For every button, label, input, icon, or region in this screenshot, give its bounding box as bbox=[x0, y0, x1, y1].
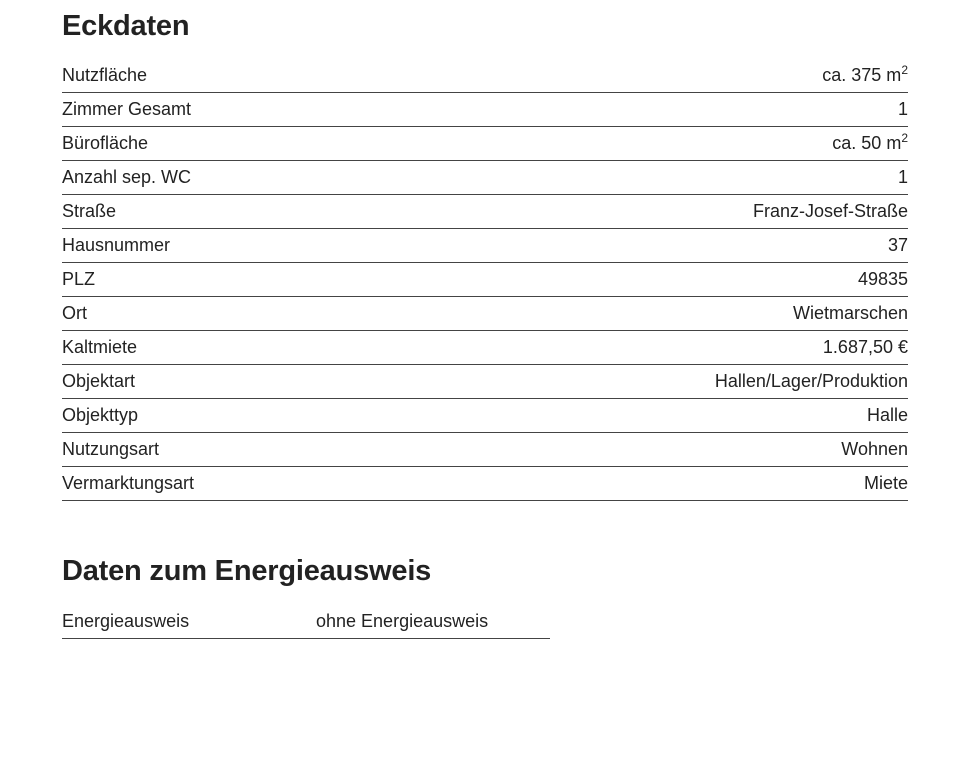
table-row-ort bbox=[62, 297, 908, 331]
eckdaten-table bbox=[62, 59, 908, 501]
row-value: Miete bbox=[863, 473, 908, 493]
row-value: Franz-Josef-Straße bbox=[752, 201, 908, 221]
table-row-objekttyp bbox=[62, 399, 908, 433]
energie-table bbox=[62, 604, 550, 639]
row-label: Zimmer Gesamt bbox=[62, 99, 192, 119]
row-label: Anzahl sep. WC bbox=[62, 167, 192, 187]
section-title-eckdaten: Eckdaten bbox=[62, 10, 190, 42]
row-label: Kaltmiete bbox=[62, 337, 138, 357]
row-label: Nutzfläche bbox=[62, 65, 148, 85]
table-row-vermarktungsart bbox=[62, 467, 908, 501]
row-value: Halle bbox=[866, 405, 908, 425]
row-value: ohne Energieausweis bbox=[316, 611, 489, 631]
row-label: Ort bbox=[62, 303, 87, 323]
row-label: Objekttyp bbox=[62, 405, 139, 425]
row-label: Nutzungsart bbox=[62, 439, 160, 459]
unit-superscript: 2 bbox=[901, 131, 908, 145]
row-value: Wietmarschen bbox=[792, 303, 908, 323]
row-value: 1.687,50 € bbox=[822, 337, 908, 357]
table-row-strasse bbox=[62, 195, 908, 229]
value-text: ca. 375 m bbox=[822, 65, 902, 85]
row-value: Wohnen bbox=[841, 439, 908, 459]
row-label: Vermarktungsart bbox=[62, 473, 195, 493]
row-label: PLZ bbox=[62, 269, 96, 289]
row-value: 1 bbox=[897, 167, 908, 187]
row-label: Hausnummer bbox=[62, 235, 171, 255]
row-value: 37 bbox=[887, 235, 908, 255]
table-row-buerofläche bbox=[62, 127, 908, 161]
row-value: 1 bbox=[897, 99, 908, 119]
section-title-energieausweis: Daten zum Energieausweis bbox=[62, 555, 432, 587]
row-value: Hallen/Lager/Produktion bbox=[714, 371, 908, 391]
row-label: Objektart bbox=[62, 371, 136, 391]
table-row-wc bbox=[62, 161, 908, 195]
table-row-energieausweis bbox=[62, 604, 550, 639]
table-row-hausnummer bbox=[62, 229, 908, 263]
table-row-nutzflaeche bbox=[62, 59, 908, 93]
table-row-objektart bbox=[62, 365, 908, 399]
row-value: 49835 bbox=[857, 269, 908, 289]
row-label: Energieausweis bbox=[62, 611, 190, 631]
row-value bbox=[832, 127, 908, 160]
unit-superscript: 2 bbox=[901, 63, 908, 77]
table-row-kaltmiete bbox=[62, 331, 908, 365]
table-row-zimmer bbox=[62, 93, 908, 127]
row-label: Bürofläche bbox=[62, 133, 149, 153]
table-row-plz bbox=[62, 263, 908, 297]
table-row-nutzungsart bbox=[62, 433, 908, 467]
value-text: ca. 50 m bbox=[832, 133, 902, 153]
row-label: Straße bbox=[62, 201, 117, 221]
row-value bbox=[822, 59, 908, 92]
